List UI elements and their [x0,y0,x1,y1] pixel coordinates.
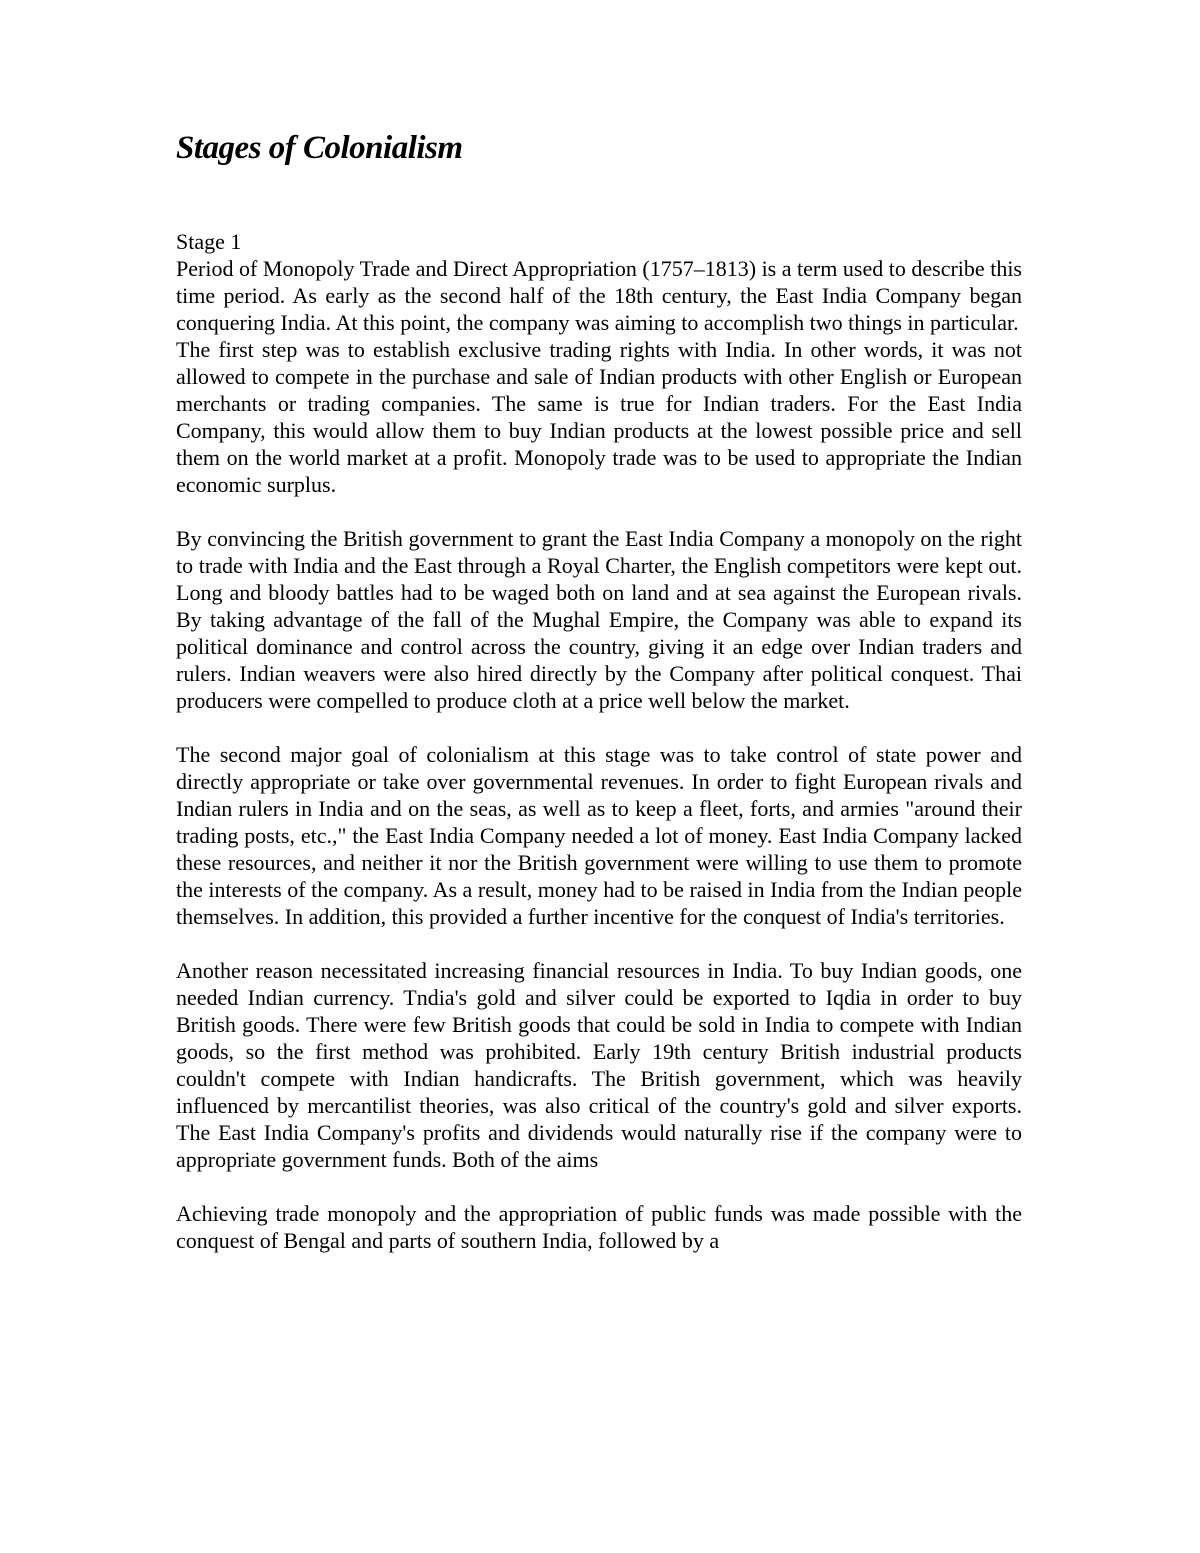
document-body [176,128,1022,1254]
paragraph-period-definition: Period of Monopoly Trade and Direct Appropriation (1757–1813) is a term used to describe this time period. As early as the second half of the 18th century, the East India Company began conquering India. At this point, the company was aiming to accomplish two things in particular. [176,256,1022,335]
paragraph-exclusive-trading: The first step was to establish exclusive trading rights with India. In other words, it was not allowed to compete in the purchase and sale of Indian products with other English or European merchants or trading companies. The same is true for Indian traders. For the East India Company, this would allow them to buy Indian products at the lowest possible price and sell them on the world market at a profit. Monopoly trade was to be used to appropriate the Indian economic surplus. [176,337,1022,497]
paragraph-royal-charter: By convincing the British government to grant the East India Company a monopoly on the right to trade with India and the East through a Royal Charter, the English competitors were kept out. Long and bloody battles had to be waged both on land and at sea against the European rivals. By taking advantage of the fall of the Mughal Empire, the Company was able to expand its political dominance and control across the country, giving it an edge over Indian traders and rulers. Indian weavers were also hired directly by the Company after political conquest. Thai producers were compelled to produce cloth at a price well below the market. [176,526,1022,713]
paragraph-trade-monopoly: Achieving trade monopoly and the appropriation of public funds was made possible with the conquest of Bengal and parts of southern India, followed by a [176,1201,1022,1253]
paragraph-financial-resources: Another reason necessitated increasing financial resources in India. To buy Indian goods, one needed Indian currency. Tndia's gold and silver could be exported to Iqdia in order to buy British goods. There were few British goods that could be sold in India to compete with Indian goods, so the first method was prohibited. Early 19th century British industrial products couldn't compete with Indian handicrafts. The British government, which was heavily influenced by mercantilist theories, was also critical of the country's gold and silver exports. The East India Company's profits and dividends would naturally rise if the company were to appropriate government funds. Both of the aims [176,958,1022,1172]
stage-heading: Stage 1 [176,229,242,254]
page-title: Stages of Colonialism [176,130,463,166]
paragraph-state-power: The second major goal of colonialism at this stage was to take control of state power and directly appropriate or take over governmental revenues. In order to fight European rivals and Indian rulers in India and on the seas, as well as to keep a fleet, forts, and armies "around their trading posts, etc.," the East India Company needed a lot of money. East India Company lacked these resources, and neither it nor the British government were willing to use them to promote the interests of the company. As a result, money had to be raised in India from the Indian people themselves. In addition, this provided a further incentive for the conquest of India's territories. [176,742,1022,929]
